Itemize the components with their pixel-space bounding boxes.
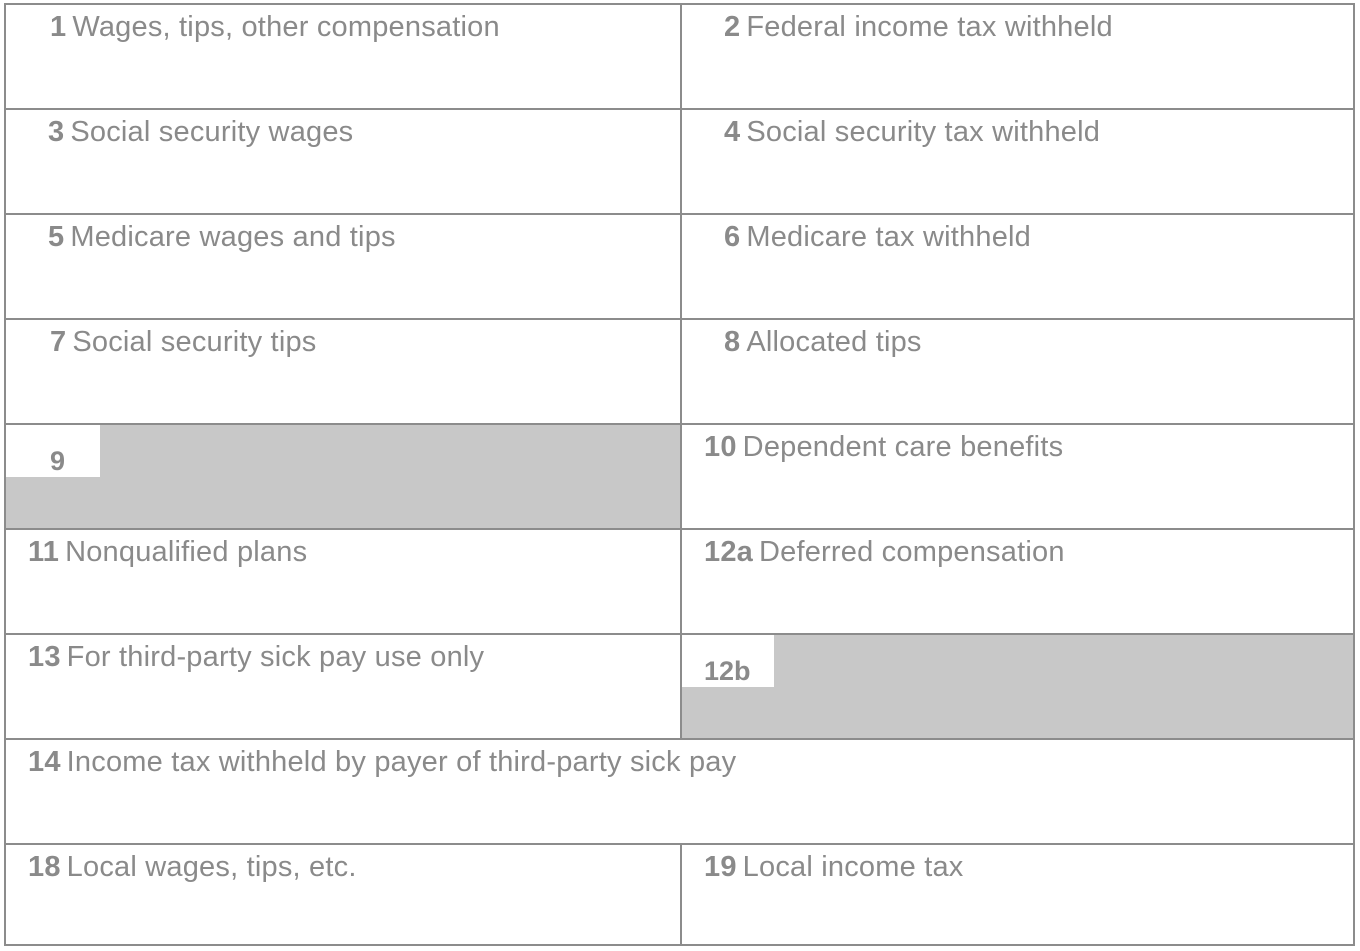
box-label: Medicare wages and tips <box>70 221 396 253</box>
box-10-dependent-care[interactable] <box>682 425 1353 528</box>
box-number: 1 <box>50 11 67 43</box>
box-label: Social security wages <box>70 116 354 148</box>
box-label: Medicare tax withheld <box>746 221 1032 253</box>
box-label: Dependent care benefits <box>742 431 1064 463</box>
column-divider <box>680 843 682 944</box>
box-13-third-party-sick-pay[interactable] <box>6 635 682 738</box>
box-9-shaded <box>6 425 682 528</box>
box-number: 14 <box>28 746 61 778</box>
box-label: Deferred compensation <box>759 536 1065 568</box>
box-number: 12b <box>704 656 751 686</box>
box-8-allocated-tips[interactable] <box>682 320 1353 423</box>
box-number: 4 <box>724 116 741 148</box>
box-number: 8 <box>724 326 741 358</box>
box-number: 10 <box>704 431 737 463</box>
box-label: For third-party sick pay use only <box>66 641 485 673</box>
box-19-local-income-tax[interactable] <box>682 845 1353 944</box>
box-label: Wages, tips, other compensation <box>72 11 500 43</box>
box-4-ss-tax[interactable] <box>682 110 1353 213</box>
box-12b-shaded <box>682 635 1353 738</box>
box-1-wages[interactable] <box>6 5 682 108</box>
box-2-federal-tax[interactable] <box>682 5 1353 108</box>
box-label: Allocated tips <box>746 326 922 358</box>
box-label: Local income tax <box>742 851 964 883</box>
box-9-label-area <box>6 425 100 477</box>
box-number: 2 <box>724 11 741 43</box>
box-label: Income tax withheld by payer of third-party sick pay <box>66 746 737 778</box>
box-12a-deferred-comp[interactable] <box>682 530 1353 633</box>
box-number: 12a <box>704 536 753 568</box>
box-number: 6 <box>724 221 741 253</box>
box-number: 13 <box>28 641 61 673</box>
box-number: 5 <box>48 221 65 253</box>
box-14-income-tax-sick-pay[interactable] <box>6 740 1353 843</box>
box-3-ss-wages[interactable] <box>6 110 682 213</box>
box-number: 19 <box>704 851 737 883</box>
column-divider <box>680 5 682 740</box>
box-label: Social security tips <box>72 326 317 358</box>
box-12b-label-area <box>682 635 774 687</box>
box-18-local-wages[interactable] <box>6 845 682 944</box>
box-6-medicare-tax[interactable] <box>682 215 1353 318</box>
box-11-nonqualified-plans[interactable] <box>6 530 682 633</box>
box-number: 3 <box>48 116 65 148</box>
box-label: Federal income tax withheld <box>746 11 1113 43</box>
box-number: 18 <box>28 851 61 883</box>
box-label: Nonqualified plans <box>65 536 308 568</box>
box-7-ss-tips[interactable] <box>6 320 682 423</box>
box-number: 7 <box>50 326 67 358</box>
w2-form-grid <box>4 3 1355 946</box>
box-label: Local wages, tips, etc. <box>66 851 357 883</box>
box-number: 11 <box>28 536 60 568</box>
box-label: Social security tax withheld <box>746 116 1101 148</box>
box-number: 9 <box>50 446 66 476</box>
box-5-medicare-wages[interactable] <box>6 215 682 318</box>
